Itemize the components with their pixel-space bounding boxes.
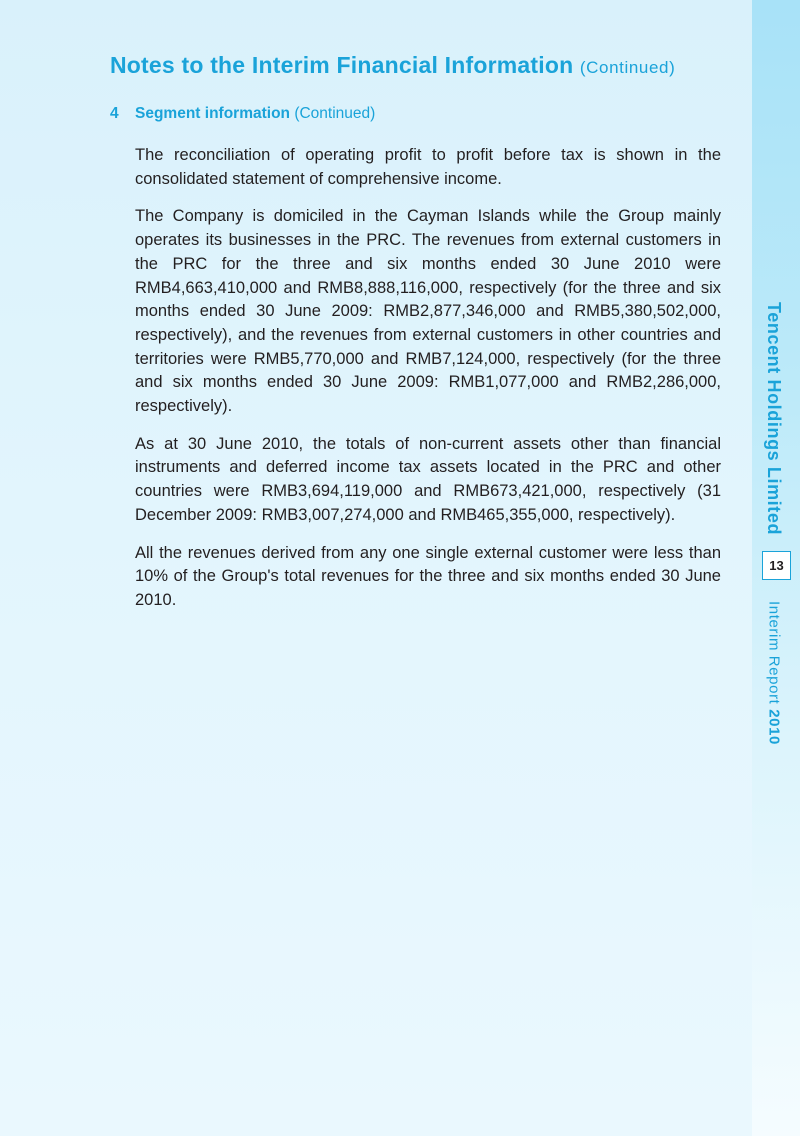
section-number: 4 <box>110 105 119 122</box>
sidebar <box>752 0 800 1136</box>
page-title-continued: (Continued) <box>579 58 676 77</box>
report-year: 2010 <box>765 709 783 745</box>
page-number-badge <box>762 551 791 580</box>
sidebar-company-name: Tencent Holdings Limited <box>764 302 784 536</box>
paragraph-single-customer: All the revenues derived from any one single external customer were less than 10% of the Group's total revenues for the three and six months ended 30 June 2010. <box>135 543 721 609</box>
page-number: 13 <box>769 558 784 573</box>
page-title-text: Notes to the Interim Financial Information <box>110 52 574 78</box>
sidebar-report-label <box>767 601 782 751</box>
section-continued: (Continued) <box>294 105 376 122</box>
section-heading <box>110 105 375 123</box>
paragraph-revenues: The Company is domiciled in the Cayman Islands while the Group mainly operates its businesses in the PRC. The revenues from external customers in the PRC for the three and six months ended 30 June 2010 were RMB4,663,410,000 and RMB8,888,116,000, respectively (for the three and six months ended 30 June 2009: RMB2,877,346,000 and RMB5,380,502,000, respectively), and the revenues from external customers in other countries and territories were RMB5,770,000 and RMB7,124,000, respectively (for the three and six months ended 30 June 2009: RMB1,077,000 and RMB2,286,000, respectively). <box>135 207 721 416</box>
page-title <box>110 52 675 79</box>
section-content <box>135 144 721 627</box>
paragraph-non-current-assets: As at 30 June 2010, the totals of non-current assets other than financial instruments and deferred income tax assets located in the PRC and other countries were RMB3,694,119,000 and RMB673,421,000, respectively (31 December 2009: RMB3,007,274,000 and RMB465,355,000, respectively). <box>135 434 721 524</box>
section-name: Segment information <box>135 105 291 122</box>
report-label: Interim Report <box>765 601 783 705</box>
paragraph-reconciliation: The reconciliation of operating profit to profit before tax is shown in the consolidated statement of comprehensive income. <box>135 146 721 188</box>
